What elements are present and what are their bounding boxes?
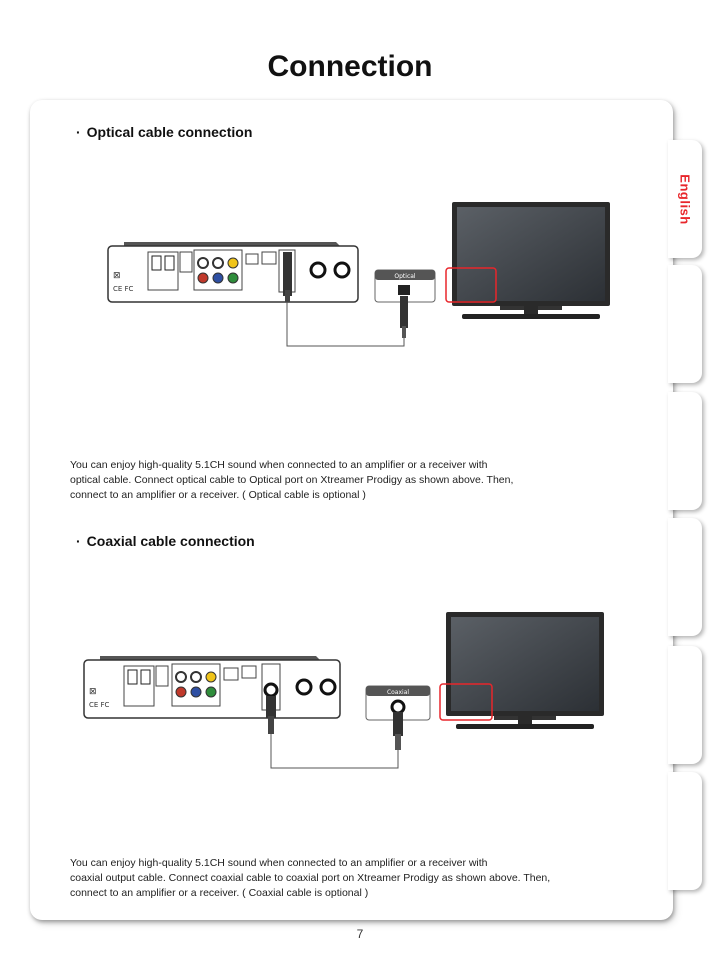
tv-illustration: [446, 612, 604, 729]
coaxial-cable: [271, 734, 398, 768]
optical-cable: [287, 302, 404, 346]
optical-paragraph: [70, 458, 630, 503]
receiver-label-optical: Optical: [394, 273, 416, 280]
receiver-label-coaxial: Coaxial: [386, 689, 410, 696]
paragraph-line: optical cable. Connect optical cable to Optical port on Xtreamer Prodigy as shown above. Then,: [70, 474, 514, 486]
paragraph-line: You can enjoy high-quality 5.1CH sound when connected to an amplifier or a receiver with: [70, 857, 488, 869]
paragraph-line: You can enjoy high-quality 5.1CH sound when connected to an amplifier or a receiver with: [70, 459, 488, 471]
bullet: ·: [76, 533, 81, 549]
player-back-panel: [108, 242, 358, 302]
svg-text:⊠: ⊠: [113, 271, 121, 281]
page-number: 7: [356, 927, 364, 941]
paragraph-line: connect to an amplifier or a receiver. ( Coaxial cable is optional ): [70, 887, 369, 899]
page-title: Connection: [267, 50, 433, 83]
paragraph-line: coaxial output cable. Connect coaxial cable to coaxial port on Xtreamer Prodigy as shown above. Then,: [70, 872, 551, 884]
coaxial-connection-diagram: [0, 600, 720, 780]
heading-text: Optical cable connection: [86, 124, 253, 140]
side-tab-label: English: [677, 173, 693, 225]
coaxial-paragraph: [70, 856, 630, 901]
side-tab-6[interactable]: [668, 772, 702, 890]
paragraph-line: connect to an amplifier or a receiver. ( Optical cable is optional ): [70, 489, 366, 501]
svg-text:CE FC: CE FC: [89, 701, 110, 709]
heading-text: Coaxial cable connection: [86, 533, 255, 549]
svg-text:⊠: ⊠: [89, 687, 97, 697]
svg-text:CE FC: CE FC: [113, 285, 134, 293]
section-heading-optical: [76, 124, 252, 140]
bullet: ·: [76, 124, 81, 140]
section-heading-coaxial: [76, 533, 255, 549]
side-tab-3[interactable]: [668, 392, 702, 510]
optical-connection-diagram: [0, 190, 720, 360]
player-back-panel: [84, 656, 340, 718]
